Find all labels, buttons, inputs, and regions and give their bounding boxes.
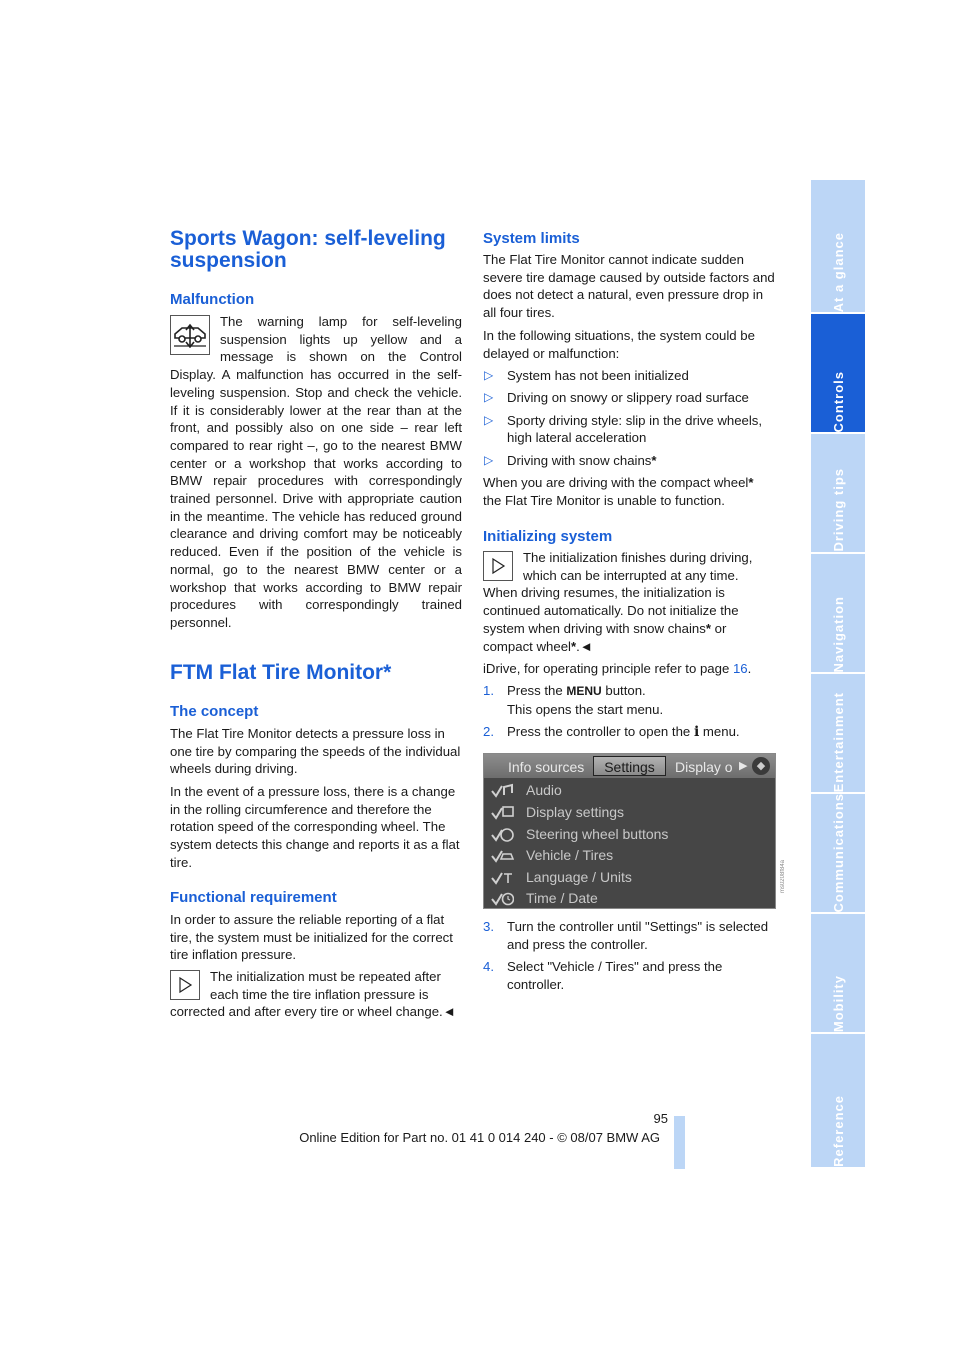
compact-wheel-paragraph: When you are driving with the compact wheel* the Flat Tire Monitor is unable to function. (483, 475, 754, 508)
sidetab-controls[interactable]: Controls (811, 314, 865, 432)
image-reference-code: ms0208f84a (780, 860, 786, 894)
list-item: ▷ Driving with snow chains* (484, 452, 657, 468)
bullet-arrow-icon: ▷ (484, 452, 494, 467)
sidetab-navigation[interactable]: Navigation (811, 554, 865, 672)
init-note: The initialization finishes during driving, which can be interrupted at any time. When driving resumes, the initialization is continued automatically. Do not initialize the system when driving with snow chains* or compact wheel*.◄ (483, 550, 753, 654)
clock-icon (490, 891, 514, 907)
controller-icon: ◆ (752, 757, 770, 775)
idrive-screen-image (483, 753, 776, 909)
screen-tab-display: Display o (675, 759, 733, 775)
language-icon (490, 870, 514, 886)
footer-accent-bar (674, 1116, 685, 1169)
bullet-arrow-icon: ▷ (484, 412, 494, 427)
screen-menu-item: Display settings (484, 802, 775, 823)
functional-paragraph: In order to assure the reliable reporting of a flat tire, the system must be initialized for the correct tire inflation pressure. (170, 912, 453, 963)
vehicle-icon (490, 848, 514, 864)
steps-list-a (483, 682, 775, 746)
screen-menu-item: Audio (484, 780, 775, 801)
list-item: 2. Press the controller to open the i menu. (483, 724, 740, 740)
note-arrow-icon (170, 970, 200, 1000)
sidetab-driving-tips[interactable]: Driving tips (811, 434, 865, 552)
list-item: 4. Select "Vehicle / Tires" and press the controller. (483, 959, 723, 992)
list-item: ▷ Driving on snowy or slippery road surface (484, 390, 749, 406)
limits-paragraph-1: The Flat Tire Monitor cannot indicate sudden severe tire damage caused by outside factors and does not detect a natural, even pressure drop in all four tires. (483, 252, 775, 321)
limits-bullet-list (483, 367, 775, 474)
functional-note (170, 968, 462, 1021)
menu-button-icon: MENU (566, 684, 602, 698)
display-settings-icon (490, 805, 514, 821)
screen-menu-item: Steering wheel buttons (484, 824, 775, 845)
screen-menu-item: Time / Date (484, 888, 775, 909)
sidetab-communications[interactable]: Communications (811, 794, 865, 912)
page-number: 95 (653, 1111, 668, 1126)
sidetab-entertainment[interactable]: Entertainment (811, 674, 865, 792)
sidetab-mobility[interactable]: Mobility (811, 914, 865, 1032)
note-arrow-icon (483, 551, 513, 581)
functional-note-text: The initialization must be repeated after each time the tire inflation pressure is corrected and after every tire or wheel change.◄ (170, 969, 456, 1020)
concept-paragraph-1: The Flat Tire Monitor detects a pressure loss in one tire by comparing the speeds of the individual wheels during driving. (170, 726, 461, 777)
idrive-reference: iDrive, for operating principle refer to page 16. (483, 661, 752, 676)
steering-wheel-icon (490, 827, 514, 843)
list-item: 1. Press the MENU button. This opens the start menu. (483, 683, 664, 717)
limits-paragraph-2: In the following situations, the system could be delayed or malfunction: (483, 328, 755, 361)
list-item: 3. Turn the controller until "Settings" is selected and press the controller. (483, 919, 769, 952)
footer-edition: Online Edition for Part no. 01 41 0 014 240 - © 08/07 BMW AG (299, 1130, 660, 1145)
concept-paragraph-2: In the event of a pressure loss, there is a change in the rolling circumference and therefore the rotation speed of the corresponding wheel. The system detects this change and reports it as a flat tire. (170, 784, 460, 870)
bullet-arrow-icon: ▷ (484, 368, 494, 382)
screen-menu-item: Vehicle / Tires (484, 845, 775, 866)
steps-list-b (483, 918, 775, 998)
heading-concept: The concept (170, 703, 259, 720)
section-title-self-leveling: Sports Wagon: self-leveling suspension (170, 227, 446, 272)
sidetab-at-a-glance[interactable]: At a glance (811, 180, 865, 312)
heading-system-limits: System limits (483, 230, 580, 247)
malfunction-paragraph (170, 313, 462, 632)
heading-functional-requirement: Functional requirement (170, 889, 337, 906)
info-icon: i (693, 724, 700, 740)
screen-menu-item: Language / Units (484, 867, 775, 888)
screen-tab-bar (484, 754, 775, 778)
screen-tab-info-sources: Info sources (508, 759, 585, 775)
heading-initializing-system: Initializing system (483, 528, 613, 545)
page-link[interactable]: 16 (732, 661, 748, 676)
screen-tab-settings: Settings (593, 756, 666, 776)
list-item: ▷ System has not been initialized (484, 368, 689, 383)
list-item: ▷ Sporty driving style: slip in the drive wheels, high lateral acceleration (484, 412, 763, 446)
malfunction-text: The warning lamp for self-leveling suspension lights up yellow and a message is shown on the Control Display. A malfunction has occurred in the self-leveling suspension. Stop and check the vehicle. If it is considerably lower at the rear than at the front, and possibly also on one side – rear left compared to rear right –, go to the nearest BMW center or a workshop that works according to BMW repair procedures with correspondingly trained personnel. Drive with appropriate caution in the meantime. The vehicle has reduced ground clearance and driving comfort may be noticeably reduced. Even if the position of the vehicle is normal, go to the nearest BMW center or a workshop that works according to BMW repair procedures with correspondingly trained personnel. (170, 314, 462, 630)
audio-icon (490, 783, 514, 799)
bullet-arrow-icon: ▷ (484, 390, 494, 405)
suspension-warning-icon (170, 315, 210, 355)
heading-malfunction: Malfunction (170, 291, 255, 308)
scroll-right-icon: ▶ (739, 760, 748, 772)
section-title-ftm: FTM Flat Tire Monitor* (170, 661, 392, 684)
sidetab-reference[interactable]: Reference (811, 1034, 865, 1167)
